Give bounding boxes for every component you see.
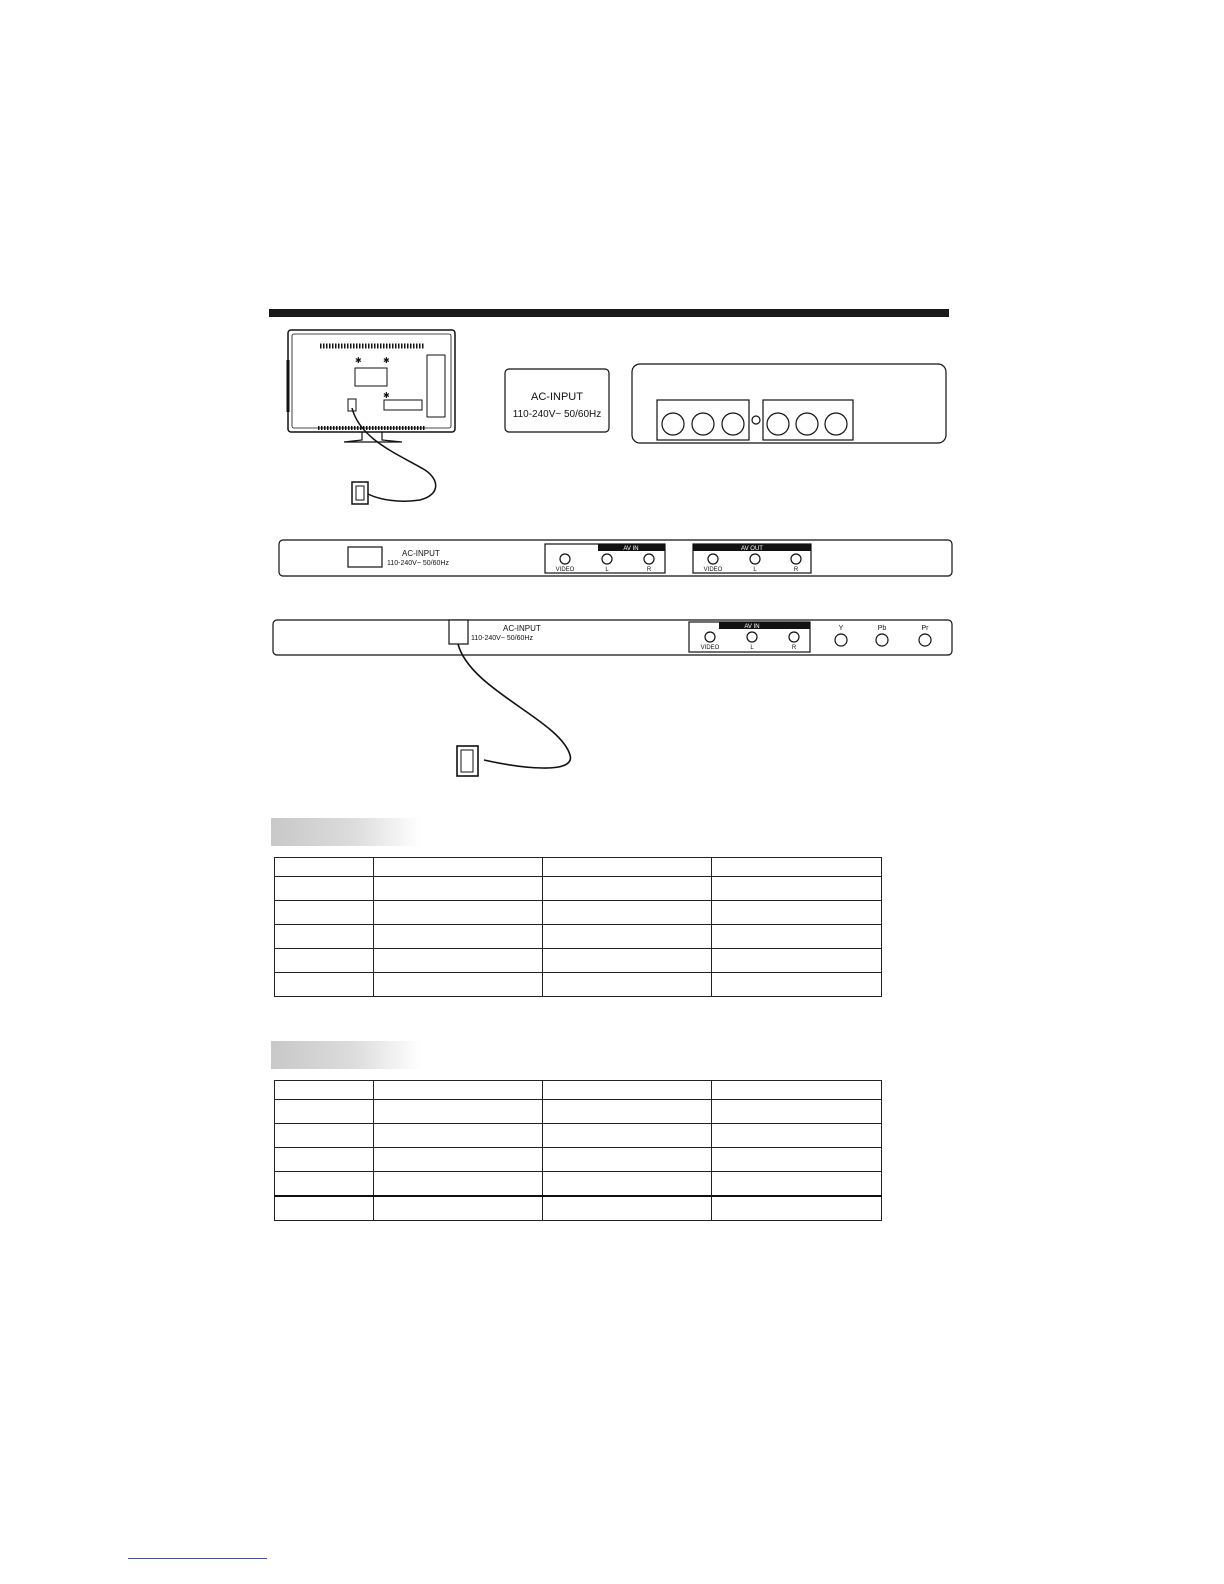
strip2-av-in-r: R [791, 645, 797, 651]
table-row [275, 1148, 882, 1172]
strip2-component-pr: Pr [921, 625, 929, 632]
table-row [275, 1124, 882, 1148]
spec-table-1 [274, 857, 882, 997]
strip1-ac-title: AC-INPUT [402, 549, 440, 558]
strip1-av-out-r: R [793, 567, 799, 573]
table-row [275, 1172, 882, 1197]
strip2-av-in-video: VIDEO [700, 645, 720, 651]
table-row [275, 1081, 882, 1100]
strip1-av-out-l: L [753, 567, 757, 573]
strip1-av-out-label: AV OUT [741, 546, 763, 552]
table-row [275, 973, 882, 997]
strip2-ac-title: AC-INPUT [503, 624, 541, 633]
strip2-av-in-l: L [750, 645, 754, 651]
ac-input-rating: 110-240V~ 50/60Hz [512, 409, 602, 420]
table-row [275, 901, 882, 925]
av-jack-closeup [632, 364, 946, 443]
strip2-component-y: Y [838, 625, 844, 632]
footer-link-underline[interactable] [128, 1558, 267, 1559]
table-row [275, 858, 882, 877]
strip2-av-in-label: AV IN [744, 624, 760, 630]
tv-rear-view [288, 330, 455, 504]
table-row [275, 1100, 882, 1124]
strip1-av-in-r: R [646, 567, 652, 573]
table-row [275, 925, 882, 949]
ac-input-panel [505, 369, 609, 432]
section-header-bar-2 [271, 1041, 421, 1069]
spec-table-2 [274, 1080, 882, 1221]
strip1-av-in-label: AV IN [623, 546, 639, 552]
strip1-av-out-video: VIDEO [703, 567, 723, 573]
table-row [275, 877, 882, 901]
svg-text:✱: ✱ [355, 356, 362, 365]
table-row [275, 1196, 882, 1221]
strip1-av-in-video: VIDEO [555, 567, 575, 573]
rear-panel-strip-1 [279, 540, 952, 576]
strip2-component-pb: Pb [877, 625, 887, 632]
ac-input-title: AC-INPUT [531, 391, 583, 403]
svg-text:✱: ✱ [383, 356, 390, 365]
strip2-ac-rating: 110-240V~ 50/60Hz [471, 635, 533, 642]
strip1-ac-rating: 110-240V~ 50/60Hz [387, 560, 449, 567]
rear-panel-strip-2 [273, 620, 952, 776]
svg-text:✱: ✱ [383, 391, 390, 400]
section-header-bar-1 [271, 818, 421, 846]
table-row [275, 949, 882, 973]
strip1-av-in-l: L [605, 567, 609, 573]
